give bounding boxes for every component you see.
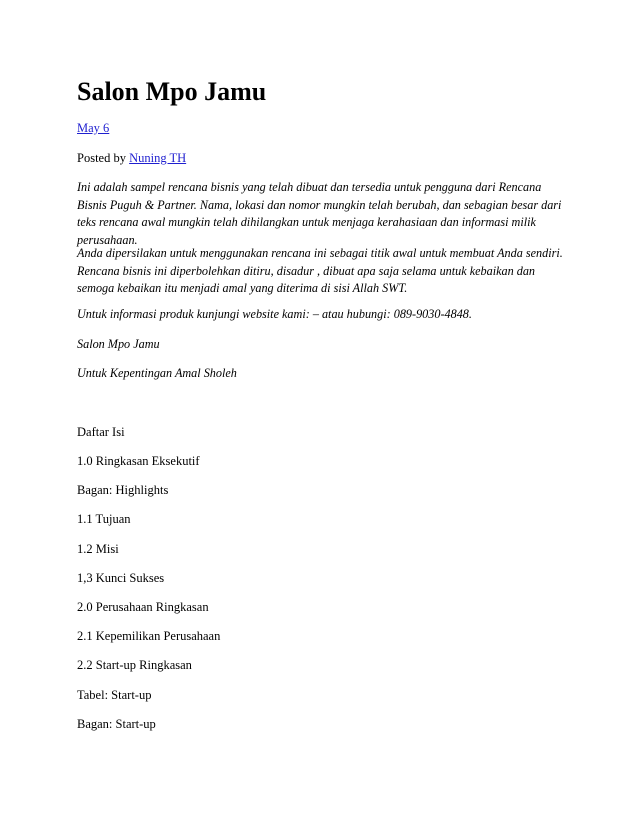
post-title: Salon Mpo Jamu	[77, 77, 267, 106]
toc-item: 1.2 Misi	[77, 541, 119, 556]
toc-title: Daftar Isi	[77, 425, 125, 439]
purpose-paragraph: Untuk Kepentingan Amal Sholeh	[77, 366, 237, 380]
toc-item: Tabel: Start-up	[77, 687, 152, 702]
intro-paragraph: Ini adalah sampel rencana bisnis yang telah dibuat dan tersedia untuk pengguna dari Rencana Bisnis Puguh & Partner. Nama, lokasi dan nomor mungkin telah berubah, dan sebagian besar dari teks rencana awal mungkin telah dihilangkan untuk menjaga kerahasiaan dan informasi milik perusahaan.	[77, 180, 562, 247]
author-link[interactable]: Nuning TH	[129, 151, 187, 165]
toc-item: 2.1 Kepemilikan Perusahaan	[77, 629, 221, 644]
toc-item: 1.1 Tujuan	[77, 512, 131, 527]
contact-paragraph: Untuk informasi produk kunjungi website kami: – atau hubungi: 089-9030-4848.	[77, 307, 472, 321]
toc-item: 2.2 Start-up Ringkasan	[77, 658, 192, 673]
usage-paragraph: Anda dipersilakan untuk menggunakan rencana ini sebagai titik awal untuk membuat Anda sendiri. Rencana bisnis ini diperbolehkan ditiru, disadur , dibuat apa saja selama untuk kebaikan dan semoga kebaikan itu menjadi amal yang diterima di sisi Allah SWT.	[77, 246, 563, 295]
posted-by-prefix: Posted by	[77, 151, 130, 165]
toc-item: Bagan: Start-up	[77, 716, 156, 731]
posted-by-line	[77, 150, 186, 166]
toc-item: 1.0 Ringkasan Eksekutif	[77, 454, 200, 468]
toc-item: 1,3 Kunci Sukses	[77, 570, 165, 585]
company-name-paragraph: Salon Mpo Jamu	[77, 337, 160, 351]
post-date-line	[77, 120, 109, 136]
post-date-link[interactable]: May 6	[77, 121, 110, 135]
toc-item: 2.0 Perusahaan Ringkasan	[77, 600, 209, 614]
toc-item: Bagan: Highlights	[77, 483, 169, 498]
